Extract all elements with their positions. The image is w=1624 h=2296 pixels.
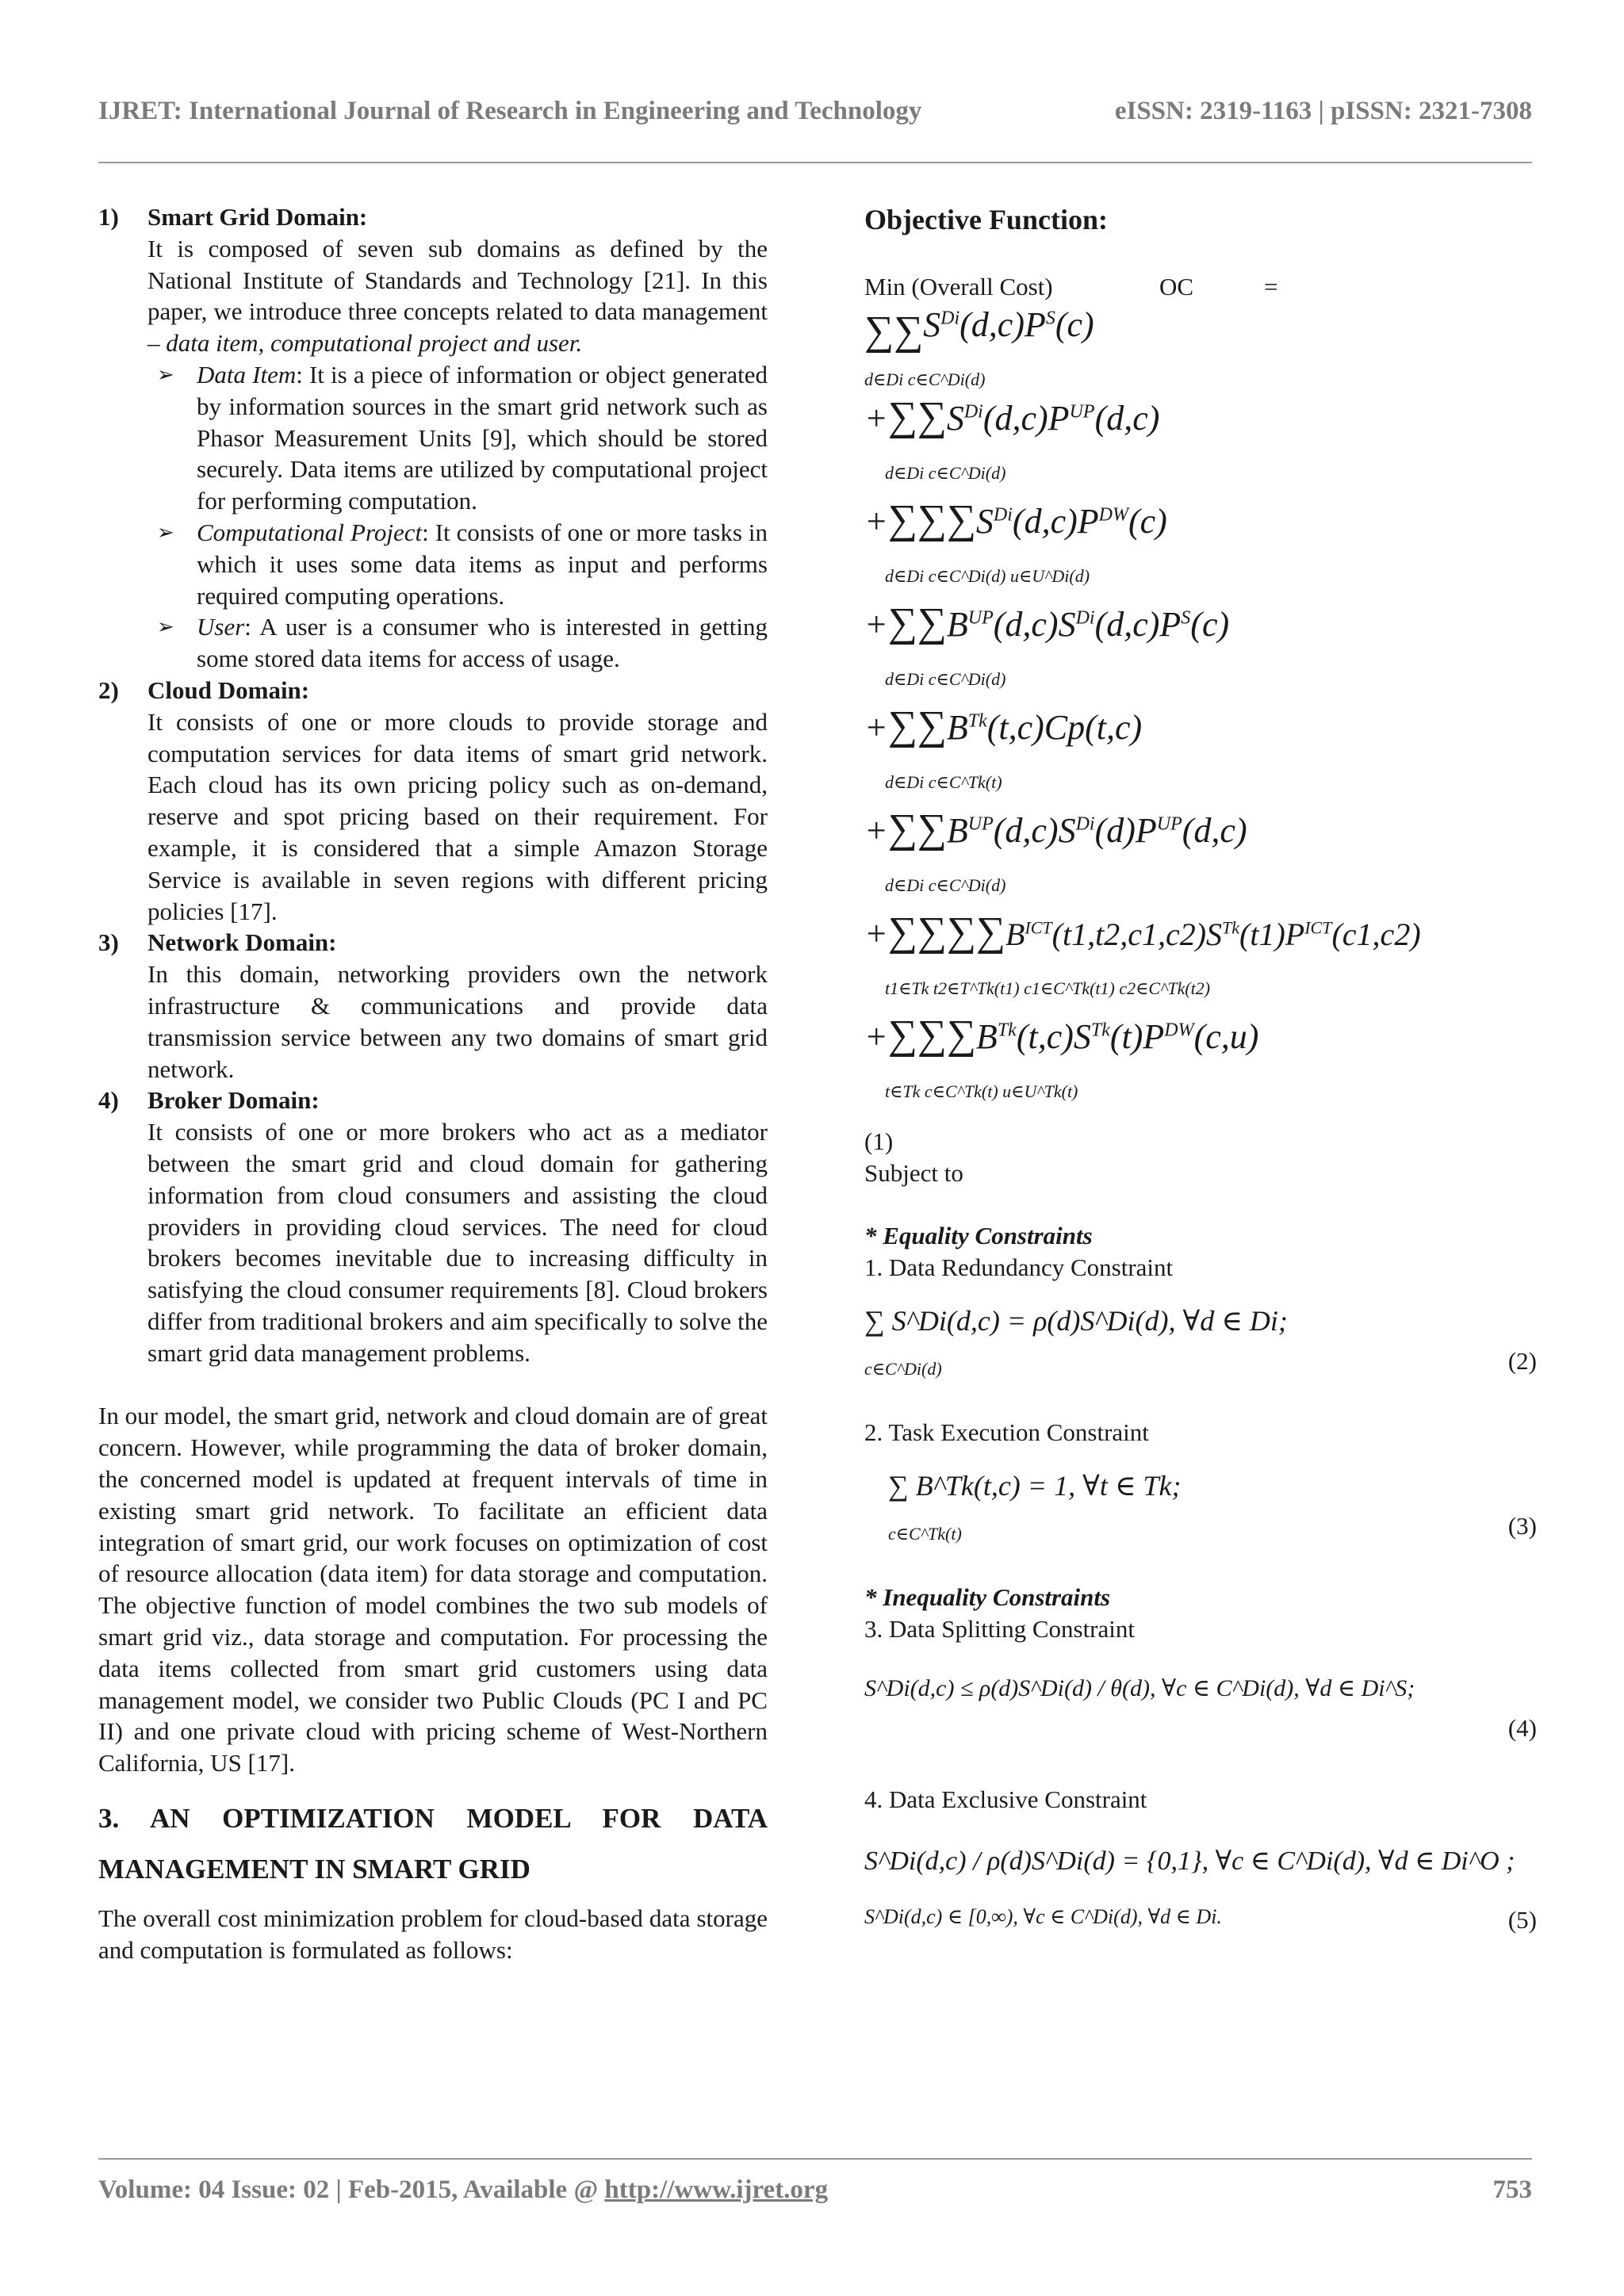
volume-info: Volume: 04 Issue: 02 | Feb-2015, Available @ http://www.ijret.org [98,2175,829,2204]
inequality-heading: * Inequality Constraints [864,1582,1111,1611]
arrow-bullet-icon: ➢ [157,615,174,639]
objective-term-8: $+\sum\sum\sum B^{Tk}(t,c)S^{Tk}(t)P^{DW}(c,u)$ t∈Tk c∈C^Tk(t) u∈U^Tk(t) [864,1012,1259,1101]
subject-to: Subject to [864,1158,963,1187]
bullet-data-item: ➢ Data Item: It is a piece of information or object generated by information sources in the smart grid network such as Phasor Measurement Units [9], which should be stored securely. Data items are utilized by computational project for performing computation. [157,360,768,515]
page-number: 753 [1492,2175,1532,2204]
right-column [864,201,1546,1965]
item-cloud-domain: 2) Cloud Domain: It consists of one or more clouds to provide storage and computation services for data items of smart grid network. Each cloud has its own pricing policy such as on-demand, reserve and spot pricing based on their requirement. For example, it is considered that a simple Amazon Storage Service is available in seven regions with different pricing policies [17]. [98,675,768,925]
objective-term-3: $+\sum\sum\sum S^{Di}(d,c)P^{DW}(c)$ d∈Di c∈C^Di(d) u∈U^Di(d) [864,496,1167,586]
objective-heading: Objective Function: [864,204,1108,235]
item-title: Smart Grid Domain: [147,203,368,231]
objective-term-2: $+\sum\sum S^{Di}(d,c)P^{UP}(d,c)$ d∈Di c∈C^Di(d) [864,393,1160,483]
constraint-2-title: 2. Task Execution Constraint [864,1418,1149,1446]
constraint-4-eq: S^Di(d,c) / ρ(d)S^Di(d) = {0,1}, ∀c ∈ C^Di(d), ∀d ∈ Di^O ; S^Di(d,c) ∈ [0,∞), ∀c ∈ C^Di(d), ∀d ∈ Di. (5) [864,1846,1537,1934]
min-line: Min (Overall Cost) OC = [864,272,1278,300]
journal-title: IJRET: International Journal of Research in Engineering and Technology [98,97,922,125]
constraint-3-title: 3. Data Splitting Constraint [864,1614,1135,1643]
objective-term-4: $+\sum\sum B^{UP}(d,c)S^{Di}(d,c)P^S(c)$ d∈Di c∈C^Di(d) [864,599,1230,689]
objective-term-7: $+\sum\sum\sum\sum B^{ICT}(t1,t2,c1,c2)S^{Tk}(t1)P^{ICT}(c1,c2)$ t1∈Tk t2∈T^Tk(t1) c1∈C^Tk(t1) c2∈C^Tk(t2) [864,909,1421,998]
item-smart-grid-domain [98,201,768,675]
item-number: 1) [98,203,119,231]
item-text: It is composed of seven sub domains as defined by the National Institute of Standards and Technology [21]. In this paper, we introduce three concepts related to data management – data item, computational project and user. [147,234,768,358]
objective-term-1: $\sum\sum S^{Di}(d,c)P^S(c)$ d∈Di c∈C^Di(d) [864,304,1094,389]
constraint-1-eq: ∑ S^Di(d,c) = ρ(d)S^Di(d), ∀d ∈ Di; c∈C^Di(d) (2) [864,1304,1537,1379]
constraint-2-eq: ∑ B^Tk(t,c) = 1, ∀t ∈ Tk; c∈C^Tk(t) (3) [888,1469,1537,1544]
bullet-user: ➢ User: A user is a consumer who is interested in getting some stored data items for access of usage. [157,613,768,673]
term-expr: $S^{Di}(d,c)P^S(c)$ [923,304,1094,344]
section-intro: The overall cost minimization problem for cloud-based data storage and computation is formulated as follows: [98,1904,768,1964]
item-network-domain: 3) Network Domain: In this domain, networking providers own the network infrastructure & communications and provide data transmission service between any two domains of smart grid network. [98,928,768,1083]
constraint-1-title: 1. Data Redundancy Constraint [864,1253,1174,1282]
journal-url-link[interactable]: http://www.ijret.org [604,2175,829,2204]
objective-term-6: $+\sum\sum B^{UP}(d,c)S^{Di}(d)P^{UP}(d,c)$ d∈Di c∈C^Di(d) [864,806,1247,895]
section-heading: 3. AN OPTIMIZATION MODEL FOR DATA MANAGEMENT IN SMART GRID [98,1803,768,1885]
arrow-bullet-icon: ➢ [157,520,174,544]
constraint-3-eq: S^Di(d,c) ≤ ρ(d)S^Di(d) / θ(d), ∀c ∈ C^Di(d), ∀d ∈ Di^S; (4) [864,1675,1537,1743]
footer-rule [98,2158,1532,2160]
arrow-bullet-icon: ➢ [157,362,174,386]
constraint-4-title: 4. Data Exclusive Constraint [864,1785,1147,1814]
objective-term-5: $+\sum\sum B^{Tk}(t,c)Cp(t,c)$ d∈Di c∈C^Tk(t) [864,702,1143,792]
bullet-computational-project: ➢ Computational Project: It consists of one or more tasks in which it uses some data items as input and performs required computing operations. [157,518,768,610]
model-paragraph: In our model, the smart grid, network and cloud domain are of great concern. However, while programming the data of broker domain, the concerned model is updated at frequent intervals of time in existing smart grid network. To facilitate an efficient data integration of smart grid, our work focuses on optimization of cost of resource allocation (data item) for data storage and computation. The objective function of model combines the two sub models of smart grid viz., data storage and computation. For processing the data items collected from smart grid customers using data management model, we consider two Public Clouds (PC I and PC II) and one private cloud with pricing scheme of West-Northern California, US [17]. [98,1402,768,1777]
left-column [98,201,768,1966]
item-broker-domain: 4) Broker Domain: It consists of one or more brokers who act as a mediator between the smart grid and cloud domain for gathering information from cloud consumers and assisting the cloud providers in providing cloud services. The need for cloud brokers becomes inevitable due to increasing difficulty in satisfying the cloud consumer requirements [8]. Cloud brokers differ from traditional brokers and aim specifically to solve the smart grid data management problems. [98,1086,768,1367]
eq1-label: (1) [864,1127,894,1155]
header-rule [98,162,1532,163]
equality-heading: * Equality Constraints [864,1222,1093,1250]
issn: eISSN: 2319-1163 | pISSN: 2321-7308 [1114,97,1532,125]
